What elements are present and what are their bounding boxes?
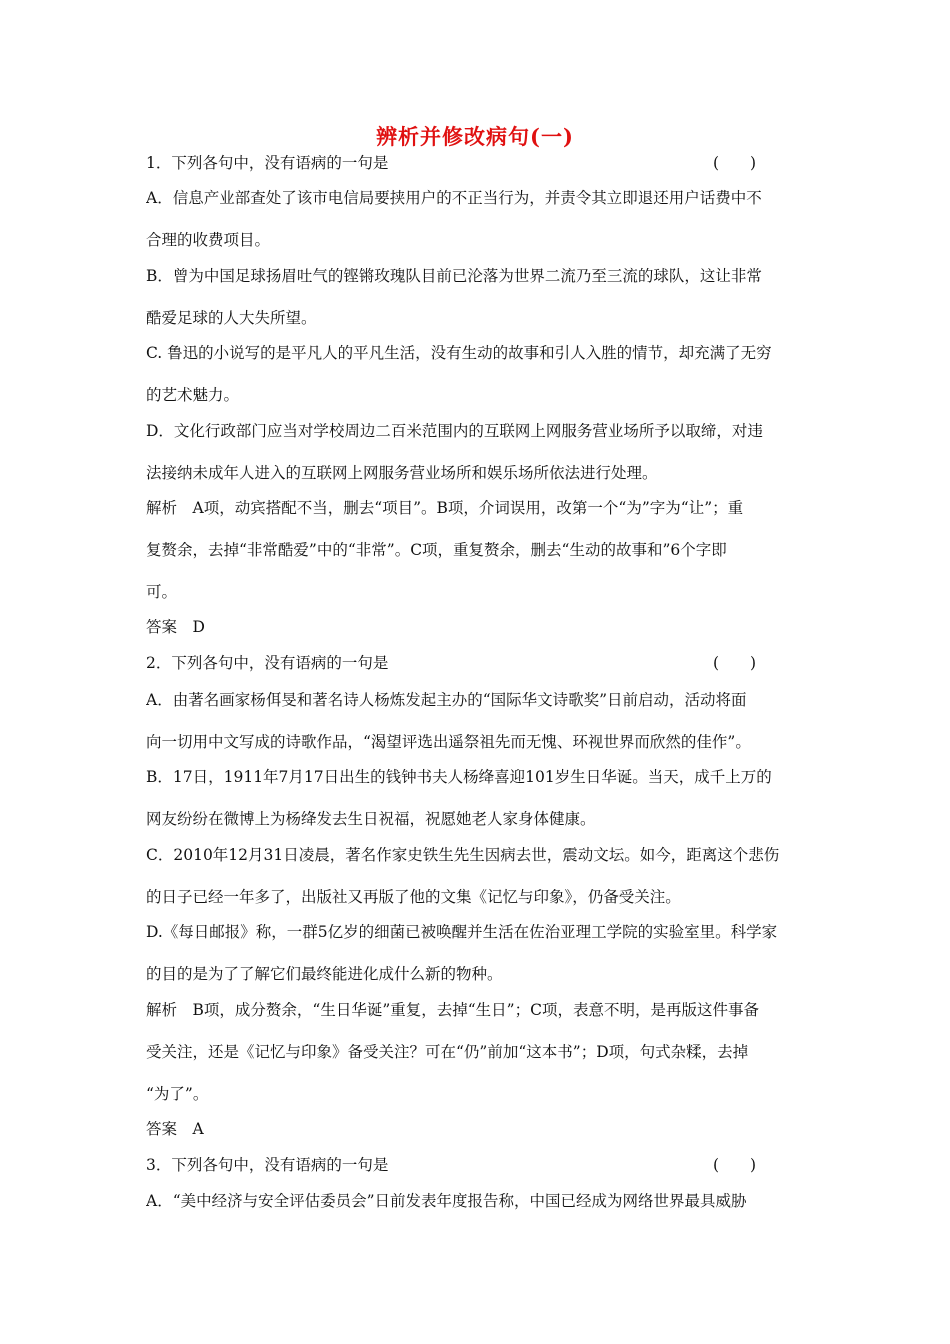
answer-paren-3: ( ) xyxy=(713,1156,757,1174)
q3-option-a-line-1: A．“美中经济与安全评估委员会”日前发表年度报告称，中国已经成为网络世界最具威胁 xyxy=(146,1192,747,1210)
q1-option-a-line-2: 合理的收费项目。 xyxy=(146,231,271,249)
q2-option-d-line-1: D.《每日邮报》称，一群5亿岁的细菌已被唤醒并生活在佐治亚理工学院的实验室里。科学家 xyxy=(146,923,778,941)
answer-paren-1: ( ) xyxy=(713,154,757,172)
q2-option-a-line-1: A．由著名画家杨佴旻和著名诗人杨炼发起主办的“国际华文诗歌奖”日前启动，活动将面 xyxy=(146,691,747,709)
q2-option-a-line-2: 向一切用中文写成的诗歌作品，“渴望评选出遥祭祖先而无愧、环视世界而欣然的佳作”。 xyxy=(146,733,751,751)
q2-option-b-line-2: 网友纷纷在微博上为杨绛发去生日祝福，祝愿她老人家身体健康。 xyxy=(146,810,596,828)
answer-paren-2: ( ) xyxy=(713,654,757,672)
q2-option-d-line-2: 的目的是为了了解它们最终能进化成什么新的物种。 xyxy=(146,965,503,983)
q1-analysis-line-3: 可。 xyxy=(146,583,178,601)
q2-option-c-line-1: C．2010年12月31日凌晨，著名作家史铁生先生因病去世，震动文坛。如今，距离这个悲伤 xyxy=(146,846,780,864)
q1-option-a-line-1: A．信息产业部查处了该市电信局要挟用户的不正当行为，并责令其立即退还用户话费中不 xyxy=(146,189,762,207)
question-2-stem: 2．下列各句中，没有语病的一句是 xyxy=(146,654,389,672)
q1-answer: 答案 D xyxy=(146,618,205,636)
question-1-stem: 1．下列各句中，没有语病的一句是 xyxy=(146,154,389,172)
q2-option-b-line-1: B．17日，1911年7月17日出生的钱钟书夫人杨绛喜迎101岁生日华诞。当天，成千上万的 xyxy=(146,768,772,786)
q1-option-c-line-1: C. 鲁迅的小说写的是平凡人的平凡生活，没有生动的故事和引人入胜的情节，却充满了无穷 xyxy=(146,344,772,362)
q2-answer: 答案 A xyxy=(146,1120,204,1138)
q1-analysis-line-2: 复赘余，去掉“非常酷爱”中的“非常”。C项，重复赘余，删去“生动的故事和”6个字即 xyxy=(146,541,727,559)
q1-option-d-line-1: D．文化行政部门应当对学校周边二百米范围内的互联网上网服务营业场所予以取缔，对违 xyxy=(146,422,763,440)
q2-analysis-line-2: 受关注，还是《记忆与印象》备受关注？可在“仍”前加“这本书”；D项，句式杂糅，去掉 xyxy=(146,1043,749,1061)
q1-option-c-line-2: 的艺术魅力。 xyxy=(146,386,240,404)
q1-option-d-line-2: 法接纳未成年人进入的互联网上网服务营业场所和娱乐场所依法进行处理。 xyxy=(146,464,658,482)
q2-analysis-line-3: “为了”。 xyxy=(146,1085,209,1103)
q1-analysis-line-1: 解析 A项，动宾搭配不当，删去“项目”。B项，介词误用，改第一个“为”字为“让”；重 xyxy=(146,499,744,517)
q1-option-b-line-2: 酷爱足球的人大失所望。 xyxy=(146,309,317,327)
question-3-stem: 3．下列各句中，没有语病的一句是 xyxy=(146,1156,389,1174)
q2-analysis-line-1: 解析 B项，成分赘余，“生日华诞”重复，去掉“生日”；C项，表意不明，是再版这件事备 xyxy=(146,1001,759,1019)
q1-option-b-line-1: B．曾为中国足球扬眉吐气的铿锵玫瑰队目前已沦落为世界二流乃至三流的球队，这让非常 xyxy=(146,267,762,285)
page-title: 辨析并修改病句(一) xyxy=(376,124,574,149)
q2-option-c-line-2: 的日子已经一年多了，出版社又再版了他的文集《记忆与印象》，仍备受关注。 xyxy=(146,888,681,906)
